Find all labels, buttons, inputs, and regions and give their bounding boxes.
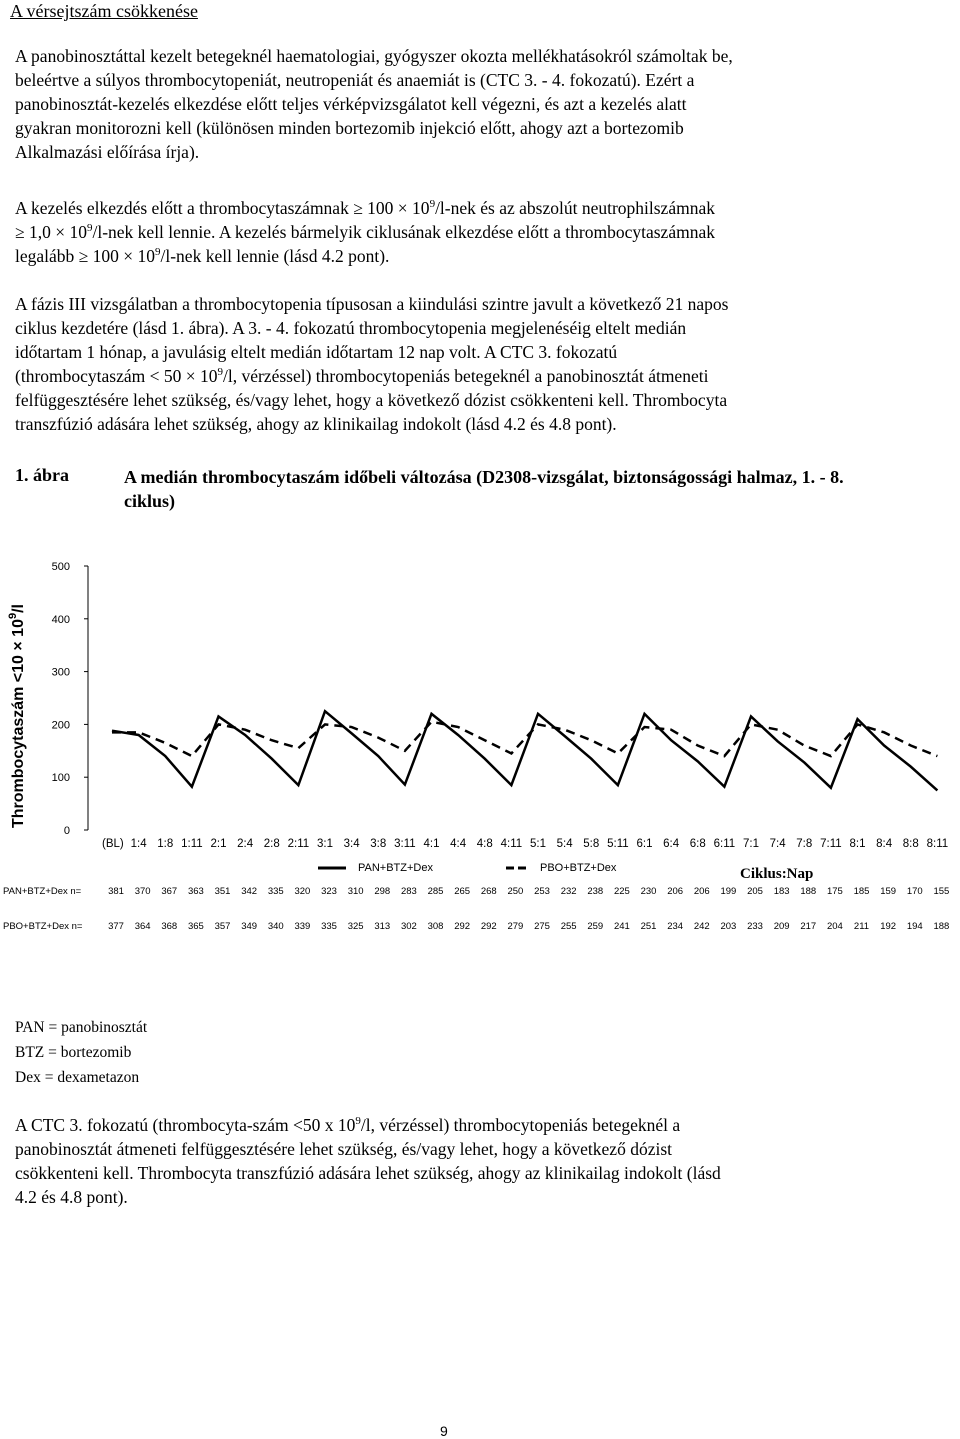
n-value: 253 <box>527 886 557 897</box>
n-value: 365 <box>181 921 211 932</box>
paragraph-3 <box>15 292 945 436</box>
x-tick-label: 8:1 <box>850 838 866 850</box>
n-value: 364 <box>128 921 158 932</box>
n-value: 205 <box>740 886 770 897</box>
p1-line: panobinosztát-kezelés elkezdése előtt teljes vérképvizsgálatot kell végezni, és azt a kezelés alatt <box>15 92 945 116</box>
n-value: 230 <box>634 886 664 897</box>
n-value: 357 <box>208 921 238 932</box>
x-tick-label: 8:11 <box>927 838 949 850</box>
n-value: 188 <box>793 886 823 897</box>
x-tick-label: 5:8 <box>583 838 599 850</box>
platelet-chart <box>0 540 960 960</box>
n-value: 285 <box>421 886 451 897</box>
abbreviation-btz: BTZ = bortezomib <box>15 1040 131 1065</box>
series-line-pan <box>112 711 937 790</box>
p2-text: legalább ≥ 100 × 10 <box>15 246 155 266</box>
x-tick-label: 7:8 <box>796 838 812 850</box>
x-tick-label: 6:1 <box>637 838 653 850</box>
x-tick-label: (BL) <box>102 838 124 850</box>
n-value: 381 <box>101 886 131 897</box>
n-value: 194 <box>900 921 930 932</box>
n-value: 211 <box>847 921 877 932</box>
x-tick-label: 5:1 <box>530 838 546 850</box>
x-tick-label: 3:11 <box>394 838 416 850</box>
p2-text: A kezelés elkezdés előtt a thrombocytaszámnak ≥ 100 × 10 <box>15 198 430 218</box>
p2-sup: 9 <box>430 198 436 210</box>
n-value: 225 <box>607 886 637 897</box>
n-value: 340 <box>261 921 291 932</box>
p4-line: panobinosztát átmeneti felfüggesztésére lehet szükség, és/vagy lehet, hogy a következő dózist <box>15 1137 945 1161</box>
n-value: 335 <box>314 921 344 932</box>
p4-text: A CTC 3. fokozatú (thrombocyta-szám <50 x 10 <box>15 1115 355 1135</box>
n-row-label: PBO+BTZ+Dex n= <box>3 921 82 932</box>
legend-label-pbo: PBO+BTZ+Dex <box>540 862 616 874</box>
n-value: 242 <box>687 921 717 932</box>
y-axis-label-suffix: /l <box>10 604 27 613</box>
n-value: 292 <box>447 921 477 932</box>
n-value: 302 <box>394 921 424 932</box>
n-value: 232 <box>554 886 584 897</box>
abbreviation-pan: PAN = panobinosztát <box>15 1015 147 1040</box>
x-tick-label: 4:1 <box>424 838 440 850</box>
p3-text: (thrombocytaszám < 50 × 10 <box>15 366 217 386</box>
p1-line: gyakran monitorozni kell (különösen minden bortezomib injekció előtt, ahogy azt a bortezomib <box>15 116 945 140</box>
p2-text: /l-nek és az abszolút neutrophilszámnak <box>435 198 715 218</box>
n-value: 377 <box>101 921 131 932</box>
n-value: 204 <box>820 921 850 932</box>
n-value: 185 <box>847 886 877 897</box>
p4-text: /l, vérzéssel) thrombocytopeniás betegeknél a <box>361 1115 680 1135</box>
n-value: 255 <box>554 921 584 932</box>
p4-line: 4.2 és 4.8 pont). <box>15 1185 945 1209</box>
x-tick-label: 5:11 <box>607 838 629 850</box>
n-value: 233 <box>740 921 770 932</box>
n-value: 367 <box>154 886 184 897</box>
x-tick-label: 8:4 <box>876 838 893 850</box>
n-value: 234 <box>660 921 690 932</box>
n-value: 217 <box>793 921 823 932</box>
n-value: 250 <box>500 886 530 897</box>
p3-line: A fázis III vizsgálatban a thrombocytopenia típusosan a kiindulási szintre javult a következő 21 napos <box>15 292 945 316</box>
p2-text: /l-nek kell lennie. A kezelés bármelyik ciklusának elkezdése előtt a thrombocytaszámnak <box>92 222 714 242</box>
p1-line: A panobinosztáttal kezelt betegeknél haematologiai, gyógyszer okozta mellékhatásokról számoltak be, <box>15 44 945 68</box>
y-tick-label: 200 <box>52 719 70 731</box>
x-tick-label: 6:8 <box>690 838 706 850</box>
p3-line: időtartam 1 hónap, a javulásig eltelt medián időtartam 12 nap volt. A CTC 3. fokozatú <box>15 340 945 364</box>
y-tick-label: 300 <box>52 667 70 679</box>
n-value: 292 <box>474 921 504 932</box>
x-tick-label: 2:11 <box>288 838 310 850</box>
x-tick-label: 7:4 <box>770 838 787 850</box>
y-tick-label: 500 <box>52 561 70 573</box>
n-value: 238 <box>580 886 610 897</box>
p4-line: csökkenteni kell. Thrombocyta transzfúzió adására lehet szükség, ahogy az klinikailag indokolt (lásd <box>15 1161 945 1185</box>
n-value: 241 <box>607 921 637 932</box>
x-tick-label: 7:11 <box>820 838 842 850</box>
n-value: 279 <box>500 921 530 932</box>
x-tick-label: 3:1 <box>317 838 333 850</box>
x-tick-label: 6:4 <box>663 838 680 850</box>
n-value: 268 <box>474 886 504 897</box>
figure-title: A medián thrombocytaszám időbeli változása (D2308-vizsgálat, biztonságossági halmaz, 1. - 8. ciklus) <box>124 465 884 513</box>
n-value: 283 <box>394 886 424 897</box>
page-number: 9 <box>440 1423 448 1439</box>
paragraph-2 <box>15 196 945 268</box>
p2-text: /l-nek kell lennie (lásd 4.2 pont). <box>161 246 390 266</box>
p1-line: Alkalmazási előírása írja). <box>15 140 945 164</box>
figure-number: 1. ábra <box>15 465 69 486</box>
n-value: 251 <box>634 921 664 932</box>
x-tick-label: 8:8 <box>903 838 919 850</box>
n-value: 335 <box>261 886 291 897</box>
n-value: 259 <box>580 921 610 932</box>
n-value: 298 <box>367 886 397 897</box>
y-tick-label: 400 <box>52 614 70 626</box>
x-tick-label: 7:1 <box>743 838 759 850</box>
n-value: 342 <box>234 886 264 897</box>
y-axis-label-sup: 9 <box>7 613 19 619</box>
n-value: 206 <box>687 886 717 897</box>
n-value: 368 <box>154 921 184 932</box>
n-value: 199 <box>713 886 743 897</box>
p3-line: felfüggesztésére lehet szükség, és/vagy lehet, hogy a következő dózist csökkenteni kell. Thrombocyta <box>15 388 945 412</box>
x-tick-label: 3:8 <box>370 838 386 850</box>
y-tick-label: 0 <box>64 825 70 837</box>
n-value: 175 <box>820 886 850 897</box>
p3-sup: 9 <box>217 366 223 378</box>
n-value: 349 <box>234 921 264 932</box>
n-value: 155 <box>926 886 956 897</box>
x-tick-label: 4:8 <box>477 838 493 850</box>
n-value: 370 <box>128 886 158 897</box>
chart-legend <box>0 858 960 882</box>
p1-line: beleértve a súlyos thrombocytopeniát, neutropeniát és anaemiát is (CTC 3. - 4. fokozatú). Ezért a <box>15 68 945 92</box>
p3-line: transzfúzió adására lehet szükség, ahogy az klinikailag indokolt (lásd 4.2 és 4.8 pont). <box>15 412 945 436</box>
y-tick-label: 100 <box>52 772 70 784</box>
x-tick-label: 6:11 <box>714 838 736 850</box>
x-tick-label: 2:1 <box>211 838 227 850</box>
p2-text: ≥ 1,0 × 10 <box>15 222 87 242</box>
x-tick-label: 1:11 <box>181 838 203 850</box>
section-heading: A vérsejtszám csökkenése <box>10 1 198 22</box>
legend-label-pan: PAN+BTZ+Dex <box>358 862 433 874</box>
x-tick-label: 4:4 <box>450 838 467 850</box>
n-value: 325 <box>341 921 371 932</box>
y-axis-label-text: Thrombocytaszám <10 × 10 <box>10 619 27 828</box>
p3-line: ciklus kezdetére (lásd 1. ábra). A 3. - 4. fokozatú thrombocytopenia megjelenéséig eltelt medián <box>15 316 945 340</box>
n-value: 323 <box>314 886 344 897</box>
abbreviation-dex: Dex = dexametazon <box>15 1065 139 1090</box>
n-value: 206 <box>660 886 690 897</box>
n-value: 310 <box>341 886 371 897</box>
n-value: 313 <box>367 921 397 932</box>
x-tick-label: 4:11 <box>501 838 523 850</box>
x-tick-label: 2:8 <box>264 838 280 850</box>
p2-sup: 9 <box>155 246 161 258</box>
n-value: 192 <box>873 921 903 932</box>
x-tick-label: 1:4 <box>131 838 148 850</box>
x-tick-label: 3:4 <box>344 838 361 850</box>
n-value: 159 <box>873 886 903 897</box>
x-tick-label: 1:8 <box>157 838 173 850</box>
n-value: 275 <box>527 921 557 932</box>
n-value: 351 <box>208 886 238 897</box>
n-value: 320 <box>287 886 317 897</box>
n-value: 183 <box>767 886 797 897</box>
p4-sup: 9 <box>355 1115 361 1127</box>
paragraph-4 <box>15 1113 945 1209</box>
n-value: 209 <box>767 921 797 932</box>
n-value: 170 <box>900 886 930 897</box>
x-tick-label: 2:4 <box>237 838 254 850</box>
x-axis-label: Ciklus:Nap <box>740 866 813 883</box>
p2-sup: 9 <box>87 222 93 234</box>
paragraph-1 <box>15 44 945 164</box>
n-value: 339 <box>287 921 317 932</box>
n-value: 308 <box>421 921 451 932</box>
n-value: 265 <box>447 886 477 897</box>
n-row-label: PAN+BTZ+Dex n= <box>3 886 81 897</box>
p3-text: /l, vérzéssel) thrombocytopeniás betegeknél a panobinosztát átmeneti <box>223 366 708 386</box>
n-value: 363 <box>181 886 211 897</box>
n-value: 203 <box>713 921 743 932</box>
x-tick-label: 5:4 <box>557 838 574 850</box>
n-value: 188 <box>926 921 956 932</box>
